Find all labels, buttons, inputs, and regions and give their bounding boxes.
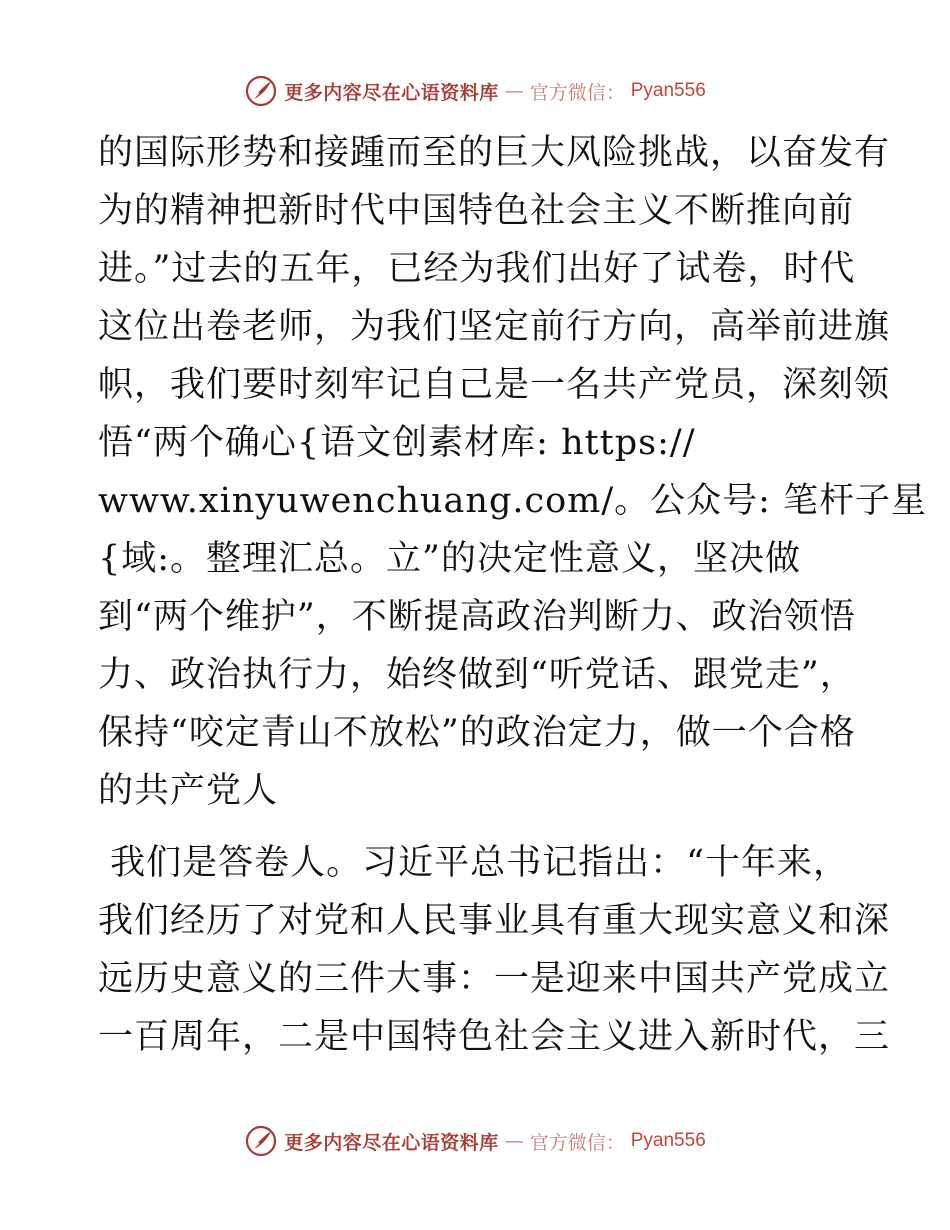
watermark-label: 官方微信： [529,81,625,104]
header-watermark [0,74,950,108]
text-line: 的共产党人 [98,771,279,811]
text-line: 保持“咬定青山不放松”的政治定力，做一个合格 [98,713,856,753]
text-line: 我们经历了对党和人民事业具有重大现实意义和深 [98,901,891,941]
text-line: 进。”过去的五年，已经为我们出好了试卷，时代 [98,249,856,289]
text-line: 力、政治执行力，始终做到“听党话、跟党走”， [98,655,856,695]
paragraph-1 [98,124,928,820]
text-line: 远历史意义的三件大事：一是迎来中国共产党成立 [98,959,891,999]
watermark-separator: — [504,1130,524,1152]
watermark-separator: — [504,80,524,102]
watermark-label: 官方微信： [529,1131,625,1154]
text-line: 帜，我们要时刻牢记自己是一名共产党员，深刻领 [98,365,891,405]
text-line: 的国际形势和接踵而至的巨大风险挑战，以奋发有 [98,133,891,173]
watermark-prefix: 更多内容尽在心语资料库 [284,81,499,104]
text-line: www.xinyuwenchuang.com/。公众号: 笔杆子星 [98,481,928,521]
watermark-prefix: 更多内容尽在心语资料库 [284,1131,499,1154]
watermark-id: Pyan556 [630,80,706,101]
text-line: 悟“两个确心{语文创素材库: https:// [98,423,696,463]
feather-pen-logo-icon [244,74,278,108]
paragraph-2 [98,834,891,1066]
text-line: 为的精神把新时代中国特色社会主义不断推向前 [98,191,855,231]
feather-pen-logo-icon [244,1124,278,1158]
text-line: 一百周年，二是中国特色社会主义进入新时代，三 [98,1017,891,1057]
footer-watermark [0,1124,950,1158]
document-body [98,124,928,1066]
text-line: 我们是答卷人。习近平总书记指出：“十年来， [98,843,850,883]
text-line: 这位出卷老师，为我们坚定前行方向，高举前进旗 [98,307,891,347]
text-line: 到“两个维护”，不断提高政治判断力、政治领悟 [98,597,856,637]
watermark-id: Pyan556 [630,1130,706,1151]
text-line: {域:。整理汇总。立”的决定性意义，坚决做 [98,539,801,579]
